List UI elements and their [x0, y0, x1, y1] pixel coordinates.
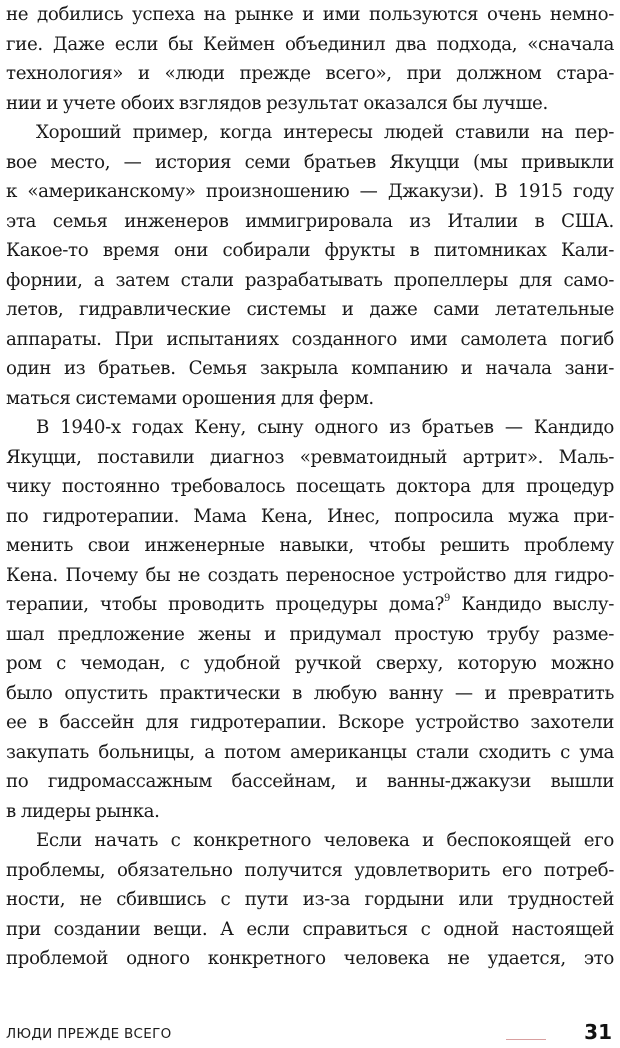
- text-line: ром с чемодан, с удобной ручкой сверху, которую можно: [6, 653, 614, 674]
- paragraph-start-line: Хороший пример, когда интересы людей ставили на пер-: [36, 122, 614, 143]
- body-text: [6, 0, 614, 974]
- text-line: менить свои инженерные навыки, чтобы решить проблему: [6, 535, 614, 556]
- text-line: маться системами орошения для ферм.: [6, 387, 374, 409]
- text-line: не добились успеха на рынке и ими пользуются очень немно-: [6, 4, 614, 25]
- text-line: ее в бассейн для гидротерапии. Вскоре устройство захотели: [6, 712, 614, 733]
- text-line: было опустить практически в любую ванну — и превратить: [6, 682, 614, 704]
- text-line: Якуцци, поставили диагноз «ревматоидный артрит». Маль-: [6, 446, 614, 468]
- paragraph-start-line: В 1940-х годах Кену, сыну одного из братьев — Кандидо: [36, 417, 614, 438]
- text-line: один из братьев. Семья закрыла компанию и начала зани-: [6, 358, 614, 379]
- footnote-marker[interactable]: 9: [444, 593, 451, 604]
- footnote-line-after: Кандидо выслу-: [450, 594, 614, 615]
- text-line: по гидромассажным бассейнам, и ванны-джакузи вышли: [6, 771, 614, 792]
- text-line: в лидеры рынка.: [6, 800, 160, 822]
- footnote-text-line: [6, 590, 614, 620]
- text-line: Какое-то время они собирали фрукты в питомниках Кали-: [6, 240, 614, 261]
- text-line: к «американскому» произношению — Джакузи). В 1915 году: [6, 181, 614, 202]
- page-number: 31: [584, 1020, 612, 1044]
- text-line: технология» и «люди прежде всего», при должном стара-: [6, 63, 614, 84]
- text-line: шал предложение жены и придумал простую трубу разме-: [6, 623, 614, 645]
- footnote-line-before: терапии, чтобы проводить процедуры дома?: [6, 594, 445, 615]
- text-line: вое место, — история семи братьев Якуцци (мы привыкли: [6, 151, 614, 173]
- paragraph-start-line: Если начать с конкретного человека и беспокоящей его: [36, 830, 614, 851]
- text-line: закупать больницы, а потом американцы стали сходить с ума: [6, 741, 614, 763]
- running-title: ЛЮДИ ПРЕЖДЕ ВСЕГО: [6, 1026, 172, 1042]
- text-line: проблемы, обязательно получится удовлетворить его потреб-: [6, 859, 614, 881]
- text-line: Кена. Почему бы не создать переносное устройство для гидро-: [6, 564, 614, 586]
- text-line: проблемой одного конкретного человека не удается, это: [6, 948, 614, 969]
- text-line: гие. Даже если бы Кеймен объединил два подхода, «сначала: [6, 33, 614, 55]
- text-line: при создании вещи. А если справиться с одной настоящей: [6, 918, 614, 940]
- text-line: форнии, а затем стали разрабатывать пропеллеры для само-: [6, 269, 614, 291]
- text-line: летов, гидравлические системы и даже сами летательные: [6, 299, 614, 320]
- text-line: ности, не сбившись с пути из-за гордыни или трудностей: [6, 889, 614, 910]
- text-line: чику постоянно требовалось посещать доктора для процедур: [6, 476, 614, 497]
- text-line: эта семья инженеров иммигрировала из Италии в США.: [6, 210, 614, 232]
- text-line: аппараты. При испытаниях созданного ими самолета погиб: [6, 328, 614, 350]
- text-line: нии и учете обоих взглядов результат оказался бы лучше.: [6, 92, 548, 114]
- text-line: по гидротерапии. Мама Кена, Инес, попросила мужа при-: [6, 505, 614, 527]
- footer-decorative-line: [506, 1039, 546, 1040]
